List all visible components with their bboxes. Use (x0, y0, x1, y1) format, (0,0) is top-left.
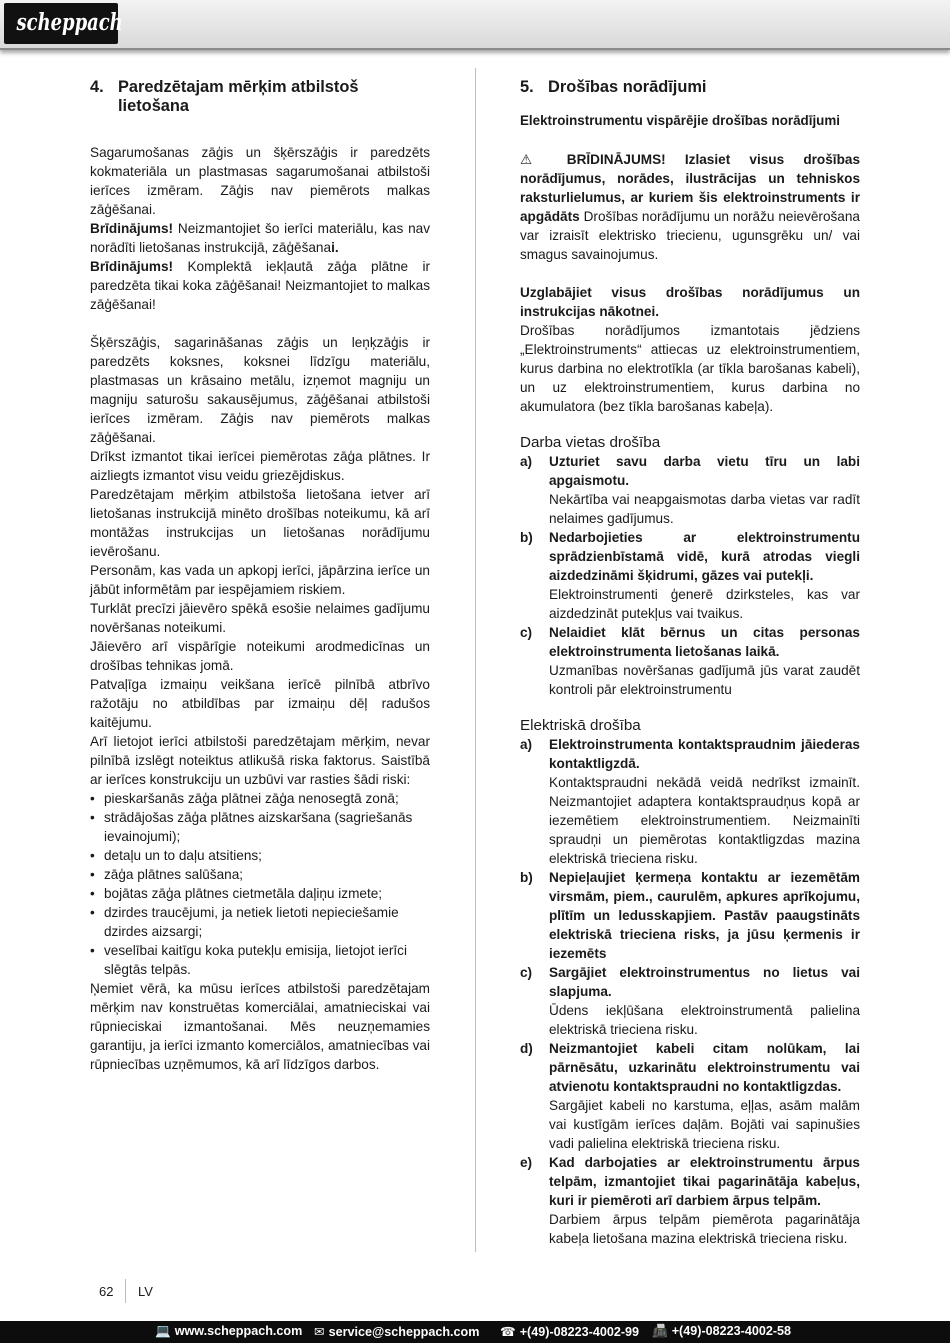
paragraph: Patvaļīga izmaiņu veikšana ierīcē pilnībā atbrīvo ražotāju no atbildības par izmaiņu dēļ radušos kaitējumu. (90, 677, 430, 730)
phone-number: ☎ +(49)-08223-4002-99 (500, 1325, 640, 1339)
paragraph: Turklāt precīzi jāievēro spēkā esošie nelaimes gadījumu novēršanas noteikumi. (90, 601, 430, 635)
paragraph: Arī lietojot ierīci atbilstoši paredzētajam mērķim, nevar pilnībā izslēgt noteiktus atlikušā riska faktorus. Saistībā ar ierīces konstrukciju un uzbūvi var rasties šādi riski: (90, 734, 430, 787)
page-number: 62 (99, 1284, 114, 1299)
column-divider (475, 68, 476, 1252)
list-item: • dzirdes traucējumi, ja netiek lietoti nepieciešamie dzirdes aizsargi; (90, 903, 430, 941)
subtitle: Elektroinstrumentu vispārējie drošības norādījumi (520, 113, 840, 128)
list-item: e) Kad darbojaties ar elektroinstrumentu ārpus telpām, izmantojiet tikai pagarinātāja kabeļus, kuri ir piemēroti arī darbiem ārpus telpām. Darbiem ārpus telpām piemērota pagarinātāja kabeļa lietošana mazina elektriskā trieciena risku. (520, 1155, 860, 1246)
paragraph: Personām, kas vada un apkopj ierīci, jāpārzina ierīce un jābūt informētām par iespējamiem riskiem. (90, 563, 430, 597)
list-item: • bojātas zāģa plātnes cietmetāla daļiņu izmete; (90, 884, 430, 903)
warning-1: Brīdinājums! Neizmantojiet šo ierīci materiālu, kas nav norādīti lietošanas instrukcijā, zāģēšanai. (90, 221, 430, 255)
paragraph: Drīkst izmantot tikai ierīcei piemērotas zāģa plātnes. Ir aizliegts izmantot visu veidu griezējdiskus. (90, 449, 430, 483)
list-item: a) Uzturiet savu darba vietu tīru un labi apgaismotu. Nekārtība vai neapgaismotas darba vietas var radīt nelaimes gadījumus. (520, 454, 860, 526)
list-item: b) Nepieļaujiet ķermeņa kontaktu ar iezemētām virsmām, piem., caurulēm, apkures aprīkojumu, plītīm un ledusskapjiem. Pastāv paaugstināts elektriskā trieciena risks, ja jūsu ķermenis ir iezemēts (520, 870, 860, 961)
section-4-title: 4. Paredzētajam mērķim atbilstoš lietošana (90, 78, 359, 115)
email-link[interactable]: ✉ service@scheppach.com (314, 1325, 480, 1339)
warning-icon: ⚠ (520, 152, 548, 167)
warning-2: Brīdinājums! Komplektā iekļautā zāģa plātne ir paredzēta tikai koka zāģēšanai! Neizmantojiet to malkas zāģēšanai! (90, 259, 430, 312)
scheppach-logo: scheppach (4, 3, 118, 44)
language-code: LV (138, 1284, 153, 1299)
paragraph: Drošības norādījumos izmantotais jēdziens „Elektroinstruments“ attiecas uz elektroinstrumentiem, kurus darbina no elektrotīkla (ar tīkla barošanas kabeli), un uz elektroinstrumentiem, kurus darbina no akumulatora (bez tīkla barošanas kabeļa). (520, 323, 860, 414)
electrical-safety-title: Elektriskā drošība (520, 717, 641, 734)
list-item: b) Nedarbojieties ar elektroinstrumentu sprādzienbīstamā vidē, kurā atrodas viegli aizdedzināmi šķidrumi, gāzes vai putekļi. Elektroinstrumenti ģenerē dzirksteles, kas var aizdedzināt putekļus vai tvaikus. (520, 530, 860, 621)
list-item: • zāģa plātnes salūšana; (90, 865, 430, 884)
paragraph: Ņemiet vērā, ka mūsu ierīces atbilstoši paredzētajam mērķim nav konstruētas komerciālai, amatnieciskai vai rūpnieciskai izmantošanai. Mēs neuzņemamies garantiju, ja ierīci izmanto komerciālos, amatniecības vai rūpniecības uzņēmumos, kā arī līdzīgos darbos. (90, 981, 430, 1072)
list-item: c) Nelaidiet klāt bērnus un citas personas elektroinstrumenta lietošanas laikā. Uzmanības novēršanas gadījumā jūs varat zaudēt kontroli pār elektroinstrumentu (520, 625, 860, 697)
paragraph: Paredzētajam mērķim atbilstoša lietošana ietver arī lietošanas instrukcijā minēto drošības noteikumu, kā arī montāžas instrukcijas un lietošanas norādījumu ievērošanu. (90, 487, 430, 559)
section-5-title: 5. Drošības norādījumi (520, 78, 707, 96)
list-item: d) Neizmantojiet kabeli citam nolūkam, lai pārnēsātu, uzkarinātu elektroinstrumentu vai atvienotu kontaktspraudni no kontaktligzdas. Sargājiet kabeli no karstuma, eļļas, asām malām vai kustīgām ierīces daļām. Bojāti vai sapinušies vadi palielina elektriskā trieciena risku. (520, 1041, 860, 1151)
right-column (520, 78, 860, 1248)
intended-use-paragraph: Sagarumošanas zāģis un šķērszāģis ir paredzēts kokmateriāla un plastmasas sagarumošanai atbilstoši ierīces izmēram. Zāģis nav piemērots malkas zāģēšanai. (90, 145, 430, 217)
contact-bar (0, 1321, 950, 1343)
keep-instructions: Uzglabājiet visus drošības norādījumus un instrukcijas nākotnei. (520, 285, 860, 319)
list-item: c) Sargājiet elektroinstrumentus no lietus vai slapjuma. Ūdens iekļūšana elektroinstrumentā palielina elektriskā trieciena risku. (520, 965, 860, 1037)
footer-divider (125, 1279, 126, 1303)
list-item: • detaļu un to daļu atsitiens; (90, 846, 430, 865)
paragraph: Jāievēro arī vispārīgie noteikumi arodmedicīnas un drošības tehnikas jomā. (90, 639, 430, 673)
fax-number: 📠 +(49)-08223-4002-58 (652, 1324, 792, 1338)
header-bar (0, 0, 950, 50)
list-item: • strādājošas zāģa plātnes aizskaršana (sagriešanās ievainojumi); (90, 808, 430, 846)
envelope-icon: ✉ (314, 1325, 325, 1339)
left-column (90, 78, 430, 1074)
website-link[interactable]: 💻 www.scheppach.com (155, 1324, 303, 1338)
paragraph: Šķērszāģis, sagarināšanas zāģis un leņķzāģis ir paredzēts koksnes, koksnei līdzīgu materiālu, plastmasas un krāsaino metālu, izņemot magniju un magniju saturošu sakausējumus, zāģēšanai atbilstoši ierīces izmēram. Zāģis nav piemērots malkas zāģēšanai. (90, 335, 430, 445)
list-item: a) Elektroinstrumenta kontaktspraudnim jāiederas kontaktligzdā. Kontaktspraudni nekādā veidā nedrīkst izmainīt. Neizmantojiet adaptera kontaktspraudņus kopā ar iezemētiem elektroinstrumentiem. Neizmainīti spraudņi un piemērotas kontaktligzdas mazina elektriskā trieciena risku. (520, 737, 860, 866)
risk-list (90, 789, 430, 979)
list-item: • veselībai kaitīgu koka putekļu emisija, lietojot ierīci slēgtās telpās. (90, 941, 430, 979)
general-warning: ⚠ BRĪDINĀJUMS! Izlasiet visus drošības norādījumus, norādes, ilustrācijas un tehniskos raksturlielumus, ar kuriem šis elektroinstruments ir apgādāts Drošības norādījumu un norāžu neievērošana var izraisīt elektrisko triecienu, ugunsgrēku un/ vai smagus savainojumus. (520, 152, 861, 262)
phone-icon: ☎ (500, 1325, 516, 1339)
list-item: • pieskaršanās zāģa plātnei zāģa nenosegtā zonā; (90, 789, 430, 808)
work-area-title: Darba vietas drošība (520, 434, 661, 451)
fax-icon: 📠 (652, 1324, 668, 1338)
computer-icon: 💻 (155, 1324, 171, 1338)
